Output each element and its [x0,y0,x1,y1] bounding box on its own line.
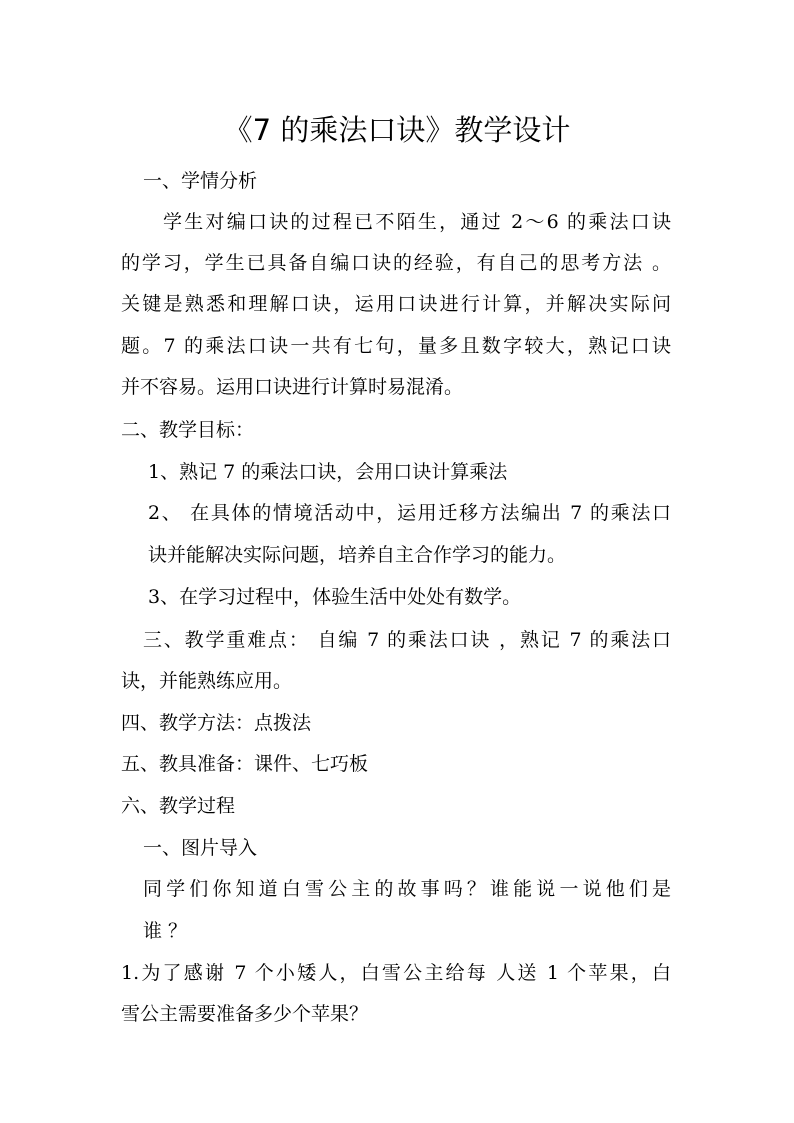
section-heading-analysis: 一、学情分析 [143,170,258,192]
objective-item: 3、在学习过程中，体验生活中处处有数学。 [148,586,522,608]
paragraph-line: 题。7 的乘法口诀一共有七句，量多且数字较大，熟记口诀 [121,335,671,357]
question-line: 雪公主需要准备多少个苹果？ [121,1003,369,1025]
paragraph-line: 诀，并能熟练应用。 [121,670,293,692]
document-title: 《7 的乘法口诀》教学设计 [223,113,571,147]
question-line: 1.为了感谢 7 个小矮人，白雪公主给每 人送 1 个苹果，白 [121,962,671,984]
objective-item: 2、 在具体的情境活动中，运用迁移方法编出 7 的乘法口 [148,502,671,524]
objective-item-continued: 诀并能解决实际问题，培养自主合作学习的能力。 [148,544,567,566]
paragraph-line: 的学习，学生已具备自编口诀的经验，有自己的思考方法 。 [121,252,671,274]
section-heading-process: 六、教学过程 [121,795,236,817]
section-heading-key-points: 三、教学重难点： 自编 7 的乘法口诀 ，熟记 7 的乘法口 [143,629,671,651]
paragraph-line: 并不容易。运用口诀进行计算时易混淆。 [121,376,464,398]
paragraph-line: 谁 ？ [143,920,188,942]
objective-item: 1、熟记 7 的乘法口诀，会用口诀计算乘法 [148,461,508,483]
paragraph-line: 关键是熟悉和理解口诀，运用口诀进行计算，并解决实际问 [121,293,671,315]
paragraph-line: 学生对编口诀的过程已不陌生，通过 2～6 的乘法口诀 [163,211,671,233]
section-heading-objectives: 二、教学目标： [121,419,255,441]
subsection-heading-intro: 一、图片导入 [143,837,258,859]
paragraph-line: 同学们你知道白雪公主的故事吗？谁能说一说他们是 [143,878,671,900]
section-heading-methods: 四、教学方法：点拨法 [121,712,312,734]
section-heading-materials: 五、教具准备：课件、七巧板 [121,753,369,775]
